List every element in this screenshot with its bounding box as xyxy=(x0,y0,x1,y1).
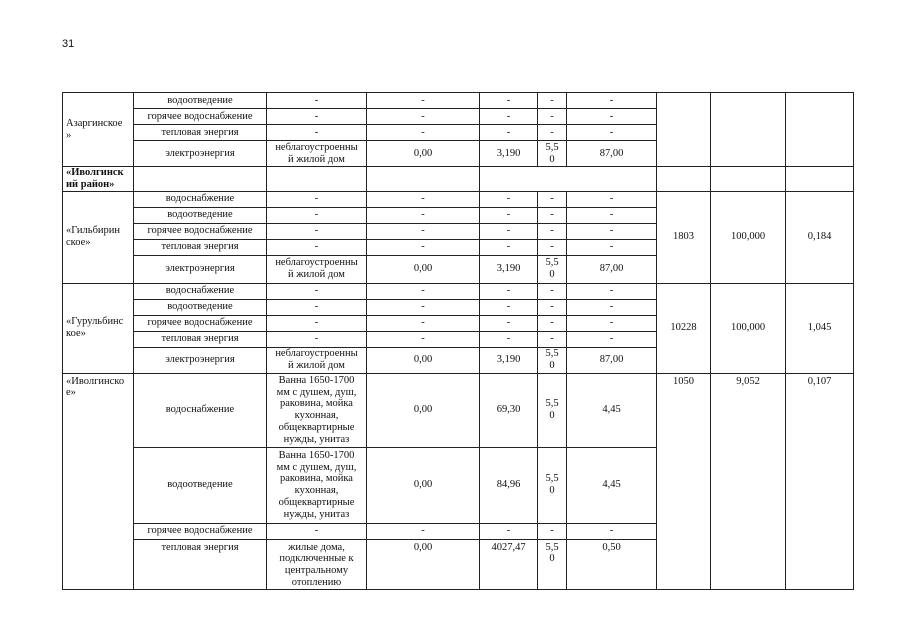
service-cell: водоотведение xyxy=(134,93,267,109)
value-cell: 4027,47 xyxy=(480,539,538,589)
value-cell: - xyxy=(480,93,538,109)
value-cell: 5,5 0 xyxy=(538,447,567,523)
empty-cell xyxy=(711,93,786,167)
value-cell: - xyxy=(538,315,567,331)
value-cell: 3,190 xyxy=(480,347,538,373)
service-cell: водоснабжение xyxy=(134,283,267,299)
col9-cell: 100,000 xyxy=(711,283,786,373)
category-cell: - xyxy=(267,239,367,255)
service-cell: водоотведение xyxy=(134,207,267,223)
empty-cell xyxy=(267,167,367,192)
value-cell: - xyxy=(480,331,538,347)
tariff-table xyxy=(62,92,854,590)
region-cell: «Иволгинск ий район» xyxy=(63,167,134,192)
col9-cell: 100,000 xyxy=(711,191,786,283)
empty-cell xyxy=(657,167,711,192)
municipality-cell: «Иволгинско е» xyxy=(63,373,134,589)
empty-cell xyxy=(480,167,657,192)
value-cell: - xyxy=(367,315,480,331)
value-cell: 87,00 xyxy=(567,255,657,283)
category-cell: - xyxy=(267,299,367,315)
empty-cell xyxy=(786,167,854,192)
col10-cell: 0,107 xyxy=(786,373,854,589)
value-cell: - xyxy=(567,523,657,539)
value-cell: - xyxy=(480,125,538,141)
value-cell: - xyxy=(367,93,480,109)
category-cell: - xyxy=(267,223,367,239)
service-cell: водоотведение xyxy=(134,447,267,523)
empty-cell xyxy=(786,93,854,167)
value-cell: - xyxy=(538,523,567,539)
value-cell: - xyxy=(567,93,657,109)
category-cell: - xyxy=(267,109,367,125)
service-cell: тепловая энергия xyxy=(134,539,267,589)
value-cell: - xyxy=(367,523,480,539)
col8-cell: 1050 xyxy=(657,373,711,589)
value-cell: - xyxy=(538,109,567,125)
value-cell: - xyxy=(567,239,657,255)
col8-cell: 10228 xyxy=(657,283,711,373)
value-cell: - xyxy=(480,283,538,299)
value-cell: - xyxy=(480,109,538,125)
value-cell: 4,45 xyxy=(567,447,657,523)
empty-cell xyxy=(367,167,480,192)
value-cell: - xyxy=(480,239,538,255)
value-cell: 3,190 xyxy=(480,255,538,283)
service-cell: горячее водоснабжение xyxy=(134,223,267,239)
value-cell: 5,5 0 xyxy=(538,373,567,447)
value-cell: 0,00 xyxy=(367,373,480,447)
value-cell: 4,45 xyxy=(567,373,657,447)
col9-cell: 9,052 xyxy=(711,373,786,589)
value-cell: - xyxy=(367,207,480,223)
table-row xyxy=(63,93,854,109)
region-row xyxy=(63,167,854,192)
category-cell: - xyxy=(267,207,367,223)
value-cell: - xyxy=(538,239,567,255)
value-cell: - xyxy=(480,523,538,539)
category-cell: Ванна 1650-1700 мм с душем, душ, раковина, мойка кухонная, общеквартирные нужды, унитаз xyxy=(267,373,367,447)
value-cell: 5,5 0 xyxy=(538,539,567,589)
service-cell: электроэнергия xyxy=(134,255,267,283)
value-cell: - xyxy=(538,331,567,347)
value-cell: - xyxy=(567,125,657,141)
category-cell: жилые дома, подключенные к центральному отоплению xyxy=(267,539,367,589)
value-cell: - xyxy=(538,299,567,315)
empty-cell xyxy=(657,93,711,167)
category-cell: неблагоустроенны й жилой дом xyxy=(267,347,367,373)
value-cell: - xyxy=(567,299,657,315)
category-cell: неблагоустроенны й жилой дом xyxy=(267,141,367,167)
service-cell: водоотведение xyxy=(134,299,267,315)
value-cell: 0,00 xyxy=(367,255,480,283)
value-cell: - xyxy=(367,191,480,207)
value-cell: - xyxy=(480,191,538,207)
value-cell: - xyxy=(367,331,480,347)
value-cell: - xyxy=(367,299,480,315)
value-cell: 5,5 0 xyxy=(538,255,567,283)
value-cell: 0,50 xyxy=(567,539,657,589)
value-cell: - xyxy=(480,207,538,223)
value-cell: - xyxy=(538,223,567,239)
category-cell: - xyxy=(267,93,367,109)
service-cell: тепловая энергия xyxy=(134,331,267,347)
value-cell: - xyxy=(567,191,657,207)
category-cell: - xyxy=(267,283,367,299)
value-cell: 5,5 0 xyxy=(538,141,567,167)
municipality-cell: «Гильбирин ское» xyxy=(63,191,134,283)
municipality-cell: Азаргинское » xyxy=(63,93,134,167)
category-cell: - xyxy=(267,315,367,331)
value-cell: - xyxy=(567,223,657,239)
value-cell: - xyxy=(567,109,657,125)
table-row xyxy=(63,191,854,207)
value-cell: 87,00 xyxy=(567,347,657,373)
value-cell: 84,96 xyxy=(480,447,538,523)
empty-cell xyxy=(134,167,267,192)
service-cell: водоснабжение xyxy=(134,191,267,207)
col10-cell: 1,045 xyxy=(786,283,854,373)
category-cell: - xyxy=(267,191,367,207)
category-cell: - xyxy=(267,125,367,141)
value-cell: - xyxy=(538,191,567,207)
value-cell: - xyxy=(367,125,480,141)
service-cell: горячее водоснабжение xyxy=(134,109,267,125)
category-cell: - xyxy=(267,331,367,347)
value-cell: - xyxy=(567,283,657,299)
value-cell: - xyxy=(567,207,657,223)
value-cell: 69,30 xyxy=(480,373,538,447)
value-cell: 87,00 xyxy=(567,141,657,167)
empty-cell xyxy=(711,167,786,192)
page-number: 31 xyxy=(62,38,75,50)
value-cell: - xyxy=(480,315,538,331)
service-cell: тепловая энергия xyxy=(134,125,267,141)
category-cell: неблагоустроенны й жилой дом xyxy=(267,255,367,283)
value-cell: - xyxy=(480,223,538,239)
value-cell: - xyxy=(367,109,480,125)
value-cell: - xyxy=(367,283,480,299)
service-cell: горячее водоснабжение xyxy=(134,315,267,331)
value-cell: - xyxy=(480,299,538,315)
service-cell: тепловая энергия xyxy=(134,239,267,255)
value-cell: - xyxy=(567,315,657,331)
value-cell: - xyxy=(567,331,657,347)
value-cell: 0,00 xyxy=(367,447,480,523)
col8-cell: 1803 xyxy=(657,191,711,283)
value-cell: 0,00 xyxy=(367,539,480,589)
value-cell: - xyxy=(538,207,567,223)
service-cell: электроэнергия xyxy=(134,347,267,373)
value-cell: 0,00 xyxy=(367,141,480,167)
municipality-cell: «Гурульбинс кое» xyxy=(63,283,134,373)
table-row xyxy=(63,373,854,447)
value-cell: 5,5 0 xyxy=(538,347,567,373)
value-cell: - xyxy=(538,283,567,299)
value-cell: 3,190 xyxy=(480,141,538,167)
value-cell: - xyxy=(538,125,567,141)
service-cell: электроэнергия xyxy=(134,141,267,167)
value-cell: - xyxy=(367,223,480,239)
value-cell: - xyxy=(538,93,567,109)
value-cell: 0,00 xyxy=(367,347,480,373)
table-row xyxy=(63,283,854,299)
category-cell: Ванна 1650-1700 мм с душем, душ, раковина, мойка кухонная, общеквартирные нужды, унитаз xyxy=(267,447,367,523)
service-cell: водоснабжение xyxy=(134,373,267,447)
col10-cell: 0,184 xyxy=(786,191,854,283)
service-cell: горячее водоснабжение xyxy=(134,523,267,539)
category-cell: - xyxy=(267,523,367,539)
value-cell: - xyxy=(367,239,480,255)
